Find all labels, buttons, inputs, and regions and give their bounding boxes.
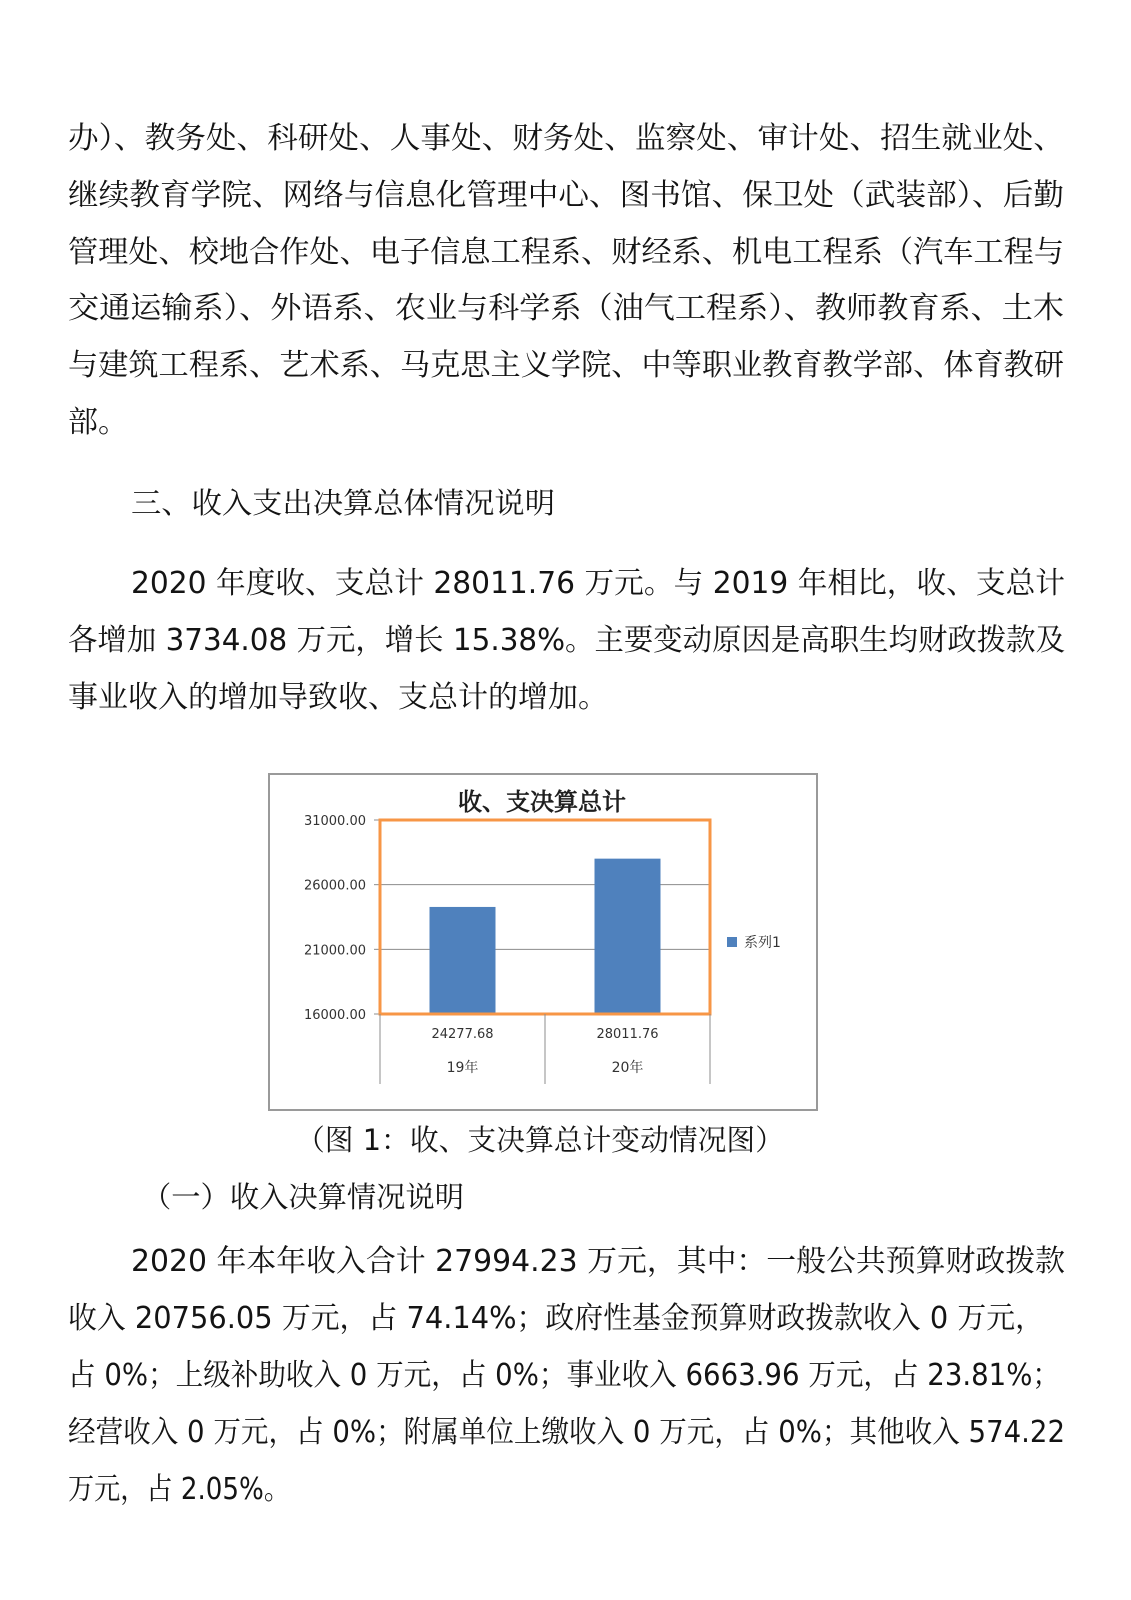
figure-caption: （图 1：收、支决算总计变动情况图） xyxy=(296,1123,784,1157)
y-tick-label: 31000.00 xyxy=(303,814,366,829)
y-tick-label: 21000.00 xyxy=(303,943,366,959)
paragraph-line: 与建筑工程系、艺术系、马克思主义学院、中等职业教育教学部、体育教研 xyxy=(68,348,1064,383)
paragraph-line: 占 0%；上级补助收入 0 万元，占 0%；事业收入 6663.96 万元，占 23.81%； xyxy=(68,1358,1060,1393)
legend-label: 系列1 xyxy=(744,935,781,951)
paragraph-income xyxy=(68,1244,1065,1507)
paragraph-line: 办）、教务处、科研处、人事处、财务处、监察处、审计处、招生就业处、 xyxy=(68,121,1064,156)
paragraph-summary xyxy=(68,566,1065,715)
data-label: 24277.68 xyxy=(431,1027,494,1042)
y-tick-label: 16000.00 xyxy=(303,1008,366,1023)
paragraph-line: 继续教育学院、网络与信息化管理中心、图书馆、保卫处（武装部）、后勤 xyxy=(68,178,1064,213)
paragraph-departments xyxy=(68,121,1064,440)
paragraph-line: 部。 xyxy=(68,405,128,440)
paragraph-line: 2020 年度收、支总计 28011.76 万元。与 2019 年相比，收、支总计 xyxy=(131,566,1065,601)
legend-swatch xyxy=(727,937,737,947)
paragraph-line: 管理处、校地合作处、电子信息工程系、财经系、机电工程系（汽车工程与 xyxy=(68,235,1064,270)
paragraph-line: 交通运输系）、外语系、农业与科学系（油气工程系）、教师教育系、土木 xyxy=(68,291,1064,326)
data-label: 28011.76 xyxy=(596,1027,659,1042)
chart-title: 收、支决算总计 xyxy=(458,787,626,816)
bar-chart xyxy=(270,775,816,1109)
paragraph-line: 经营收入 0 万元，占 0%；附属单位上缴收入 0 万元，占 0%；其他收入 574.22 xyxy=(68,1415,1065,1450)
bar xyxy=(430,907,496,1014)
paragraph-line: 收入 20756.05 万元，占 74.14%；政府性基金预算财政拨款收入 0 万元， xyxy=(68,1301,1044,1336)
paragraph-line: 2020 年本年收入合计 27994.23 万元，其中：一般公共预算财政拨款 xyxy=(131,1244,1065,1279)
paragraph-line: 事业收入的增加导致收、支总计的增加。 xyxy=(68,680,608,715)
y-tick-label: 26000.00 xyxy=(303,878,366,894)
section-heading: 三、收入支出决算总体情况说明 xyxy=(131,486,555,520)
x-tick-label: 20年 xyxy=(611,1060,644,1076)
paragraph-line: 万元，占 2.05%。 xyxy=(68,1472,290,1507)
x-tick-label: 19年 xyxy=(446,1060,479,1076)
subsection-heading: （一）收入决算情况说明 xyxy=(142,1180,464,1214)
bar xyxy=(595,859,661,1014)
chart-figure xyxy=(268,773,818,1111)
paragraph-line: 各增加 3734.08 万元，增长 15.38%。主要变动原因是高职生均财政拨款及 xyxy=(68,623,1065,658)
